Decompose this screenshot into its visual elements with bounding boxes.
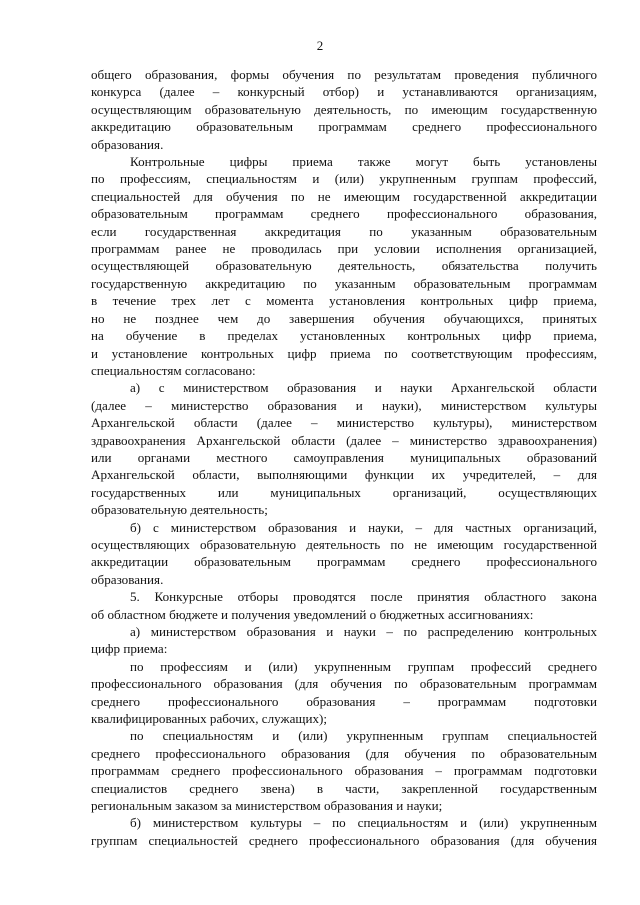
text-line: образовательную деятельность;: [91, 502, 268, 518]
text-line: б) министерством культуры – по специальностям и (или) укрупненным: [130, 815, 597, 831]
text-line: Архангельской области, выполняющими функции их учредителей, – для: [91, 467, 597, 483]
text-line: специальностей для обучения по не имеющим государственной аккредитации: [91, 188, 597, 204]
text-line: программам среднего профессионального образования – программам подготовки: [91, 763, 597, 779]
text-line: программам ранее не проводилась при условии исполнения организацией,: [91, 241, 597, 257]
text-line: осуществляющих образовательную деятельность по не имеющим государственной: [91, 536, 597, 552]
document-body: [91, 66, 597, 849]
text-line: осуществляющей образовательную деятельность, обязательства получить: [91, 258, 597, 274]
text-line: осуществляющим образовательную деятельность, по имеющим государственную: [91, 101, 597, 117]
text-line: а) министерством образования и науки – по распределению контрольных: [130, 624, 597, 639]
text-line: но не позднее чем до завершения обучения обучающихся, принятых: [91, 310, 597, 326]
text-line: здравоохранения Архангельской области (далее – министерство здравоохранения): [91, 432, 597, 448]
text-line: б) с министерством образования и науки, – для частных организаций,: [130, 519, 597, 535]
text-line: региональным заказом за министерством образования и науки;: [91, 798, 443, 814]
text-line: (далее – министерство образования и науки), министерством культуры: [91, 397, 597, 413]
text-line: аккредитации образовательным программам среднего профессионального: [91, 554, 597, 570]
text-line: если государственная аккредитация по указанным образовательным: [91, 223, 597, 239]
text-line: об областном бюджете и получения уведомлений о бюджетных ассигнованиях:: [91, 606, 534, 622]
text-line: Контрольные цифры приема также могут быть установлены: [130, 154, 597, 170]
text-line: государственных или муниципальных организаций, осуществляющих: [91, 484, 597, 500]
text-line: государственную аккредитацию по указанным образовательным программам: [91, 275, 597, 291]
text-line: и установление контрольных цифр приема по соответствующим профессиям,: [91, 345, 597, 361]
text-line: конкурса (далее – конкурсный отбор) и устанавливаются организациям,: [91, 84, 597, 100]
text-line: 5. Конкурсные отборы проводятся после принятия областного закона: [130, 589, 597, 605]
text-line: или органами местного самоуправления муниципальных образований: [91, 449, 597, 465]
text-line: по специальностям и (или) укрупненным группам специальностей: [130, 728, 597, 744]
text-line: по профессиям, специальностям и (или) укрупненным группам профессий,: [91, 171, 597, 187]
page-number: 2: [316, 38, 324, 53]
text-line: Архангельской области (далее – министерство культуры), министерством: [91, 415, 597, 431]
text-line: цифр приема:: [91, 641, 168, 657]
text-line: среднего профессионального образования (для обучения по образовательным: [91, 745, 597, 761]
text-line: на обучение в пределах установленных контрольных цифр приема,: [91, 328, 597, 344]
text-line: по профессиям и (или) укрупненным группам профессий среднего: [130, 658, 597, 674]
text-line: среднего профессионального образования – программам подготовки: [91, 693, 597, 709]
text-line: образовательным программам среднего профессионального образования,: [91, 206, 597, 222]
text-line: специальностям согласовано:: [91, 362, 256, 378]
text-line: группам специальностей среднего профессионального образования (для обучения: [91, 832, 597, 848]
text-line: в течение трех лет с момента установления контрольных цифр приема,: [91, 293, 597, 309]
text-line: квалифицированных рабочих, служащих);: [91, 711, 328, 727]
text-line: профессионального образования (для обучения по образовательным программам: [91, 676, 597, 692]
text-line: а) с министерством образования и науки Архангельской области: [130, 380, 597, 396]
text-line: специалистов среднего звена) в части, закрепленной государственным: [91, 780, 597, 796]
text-line: образования.: [91, 571, 164, 587]
text-line: аккредитацию образовательным программам среднего профессионального: [91, 119, 597, 135]
text-line: образования.: [91, 136, 164, 152]
text-line: общего образования, формы обучения по результатам проведения публичного: [91, 67, 597, 82]
